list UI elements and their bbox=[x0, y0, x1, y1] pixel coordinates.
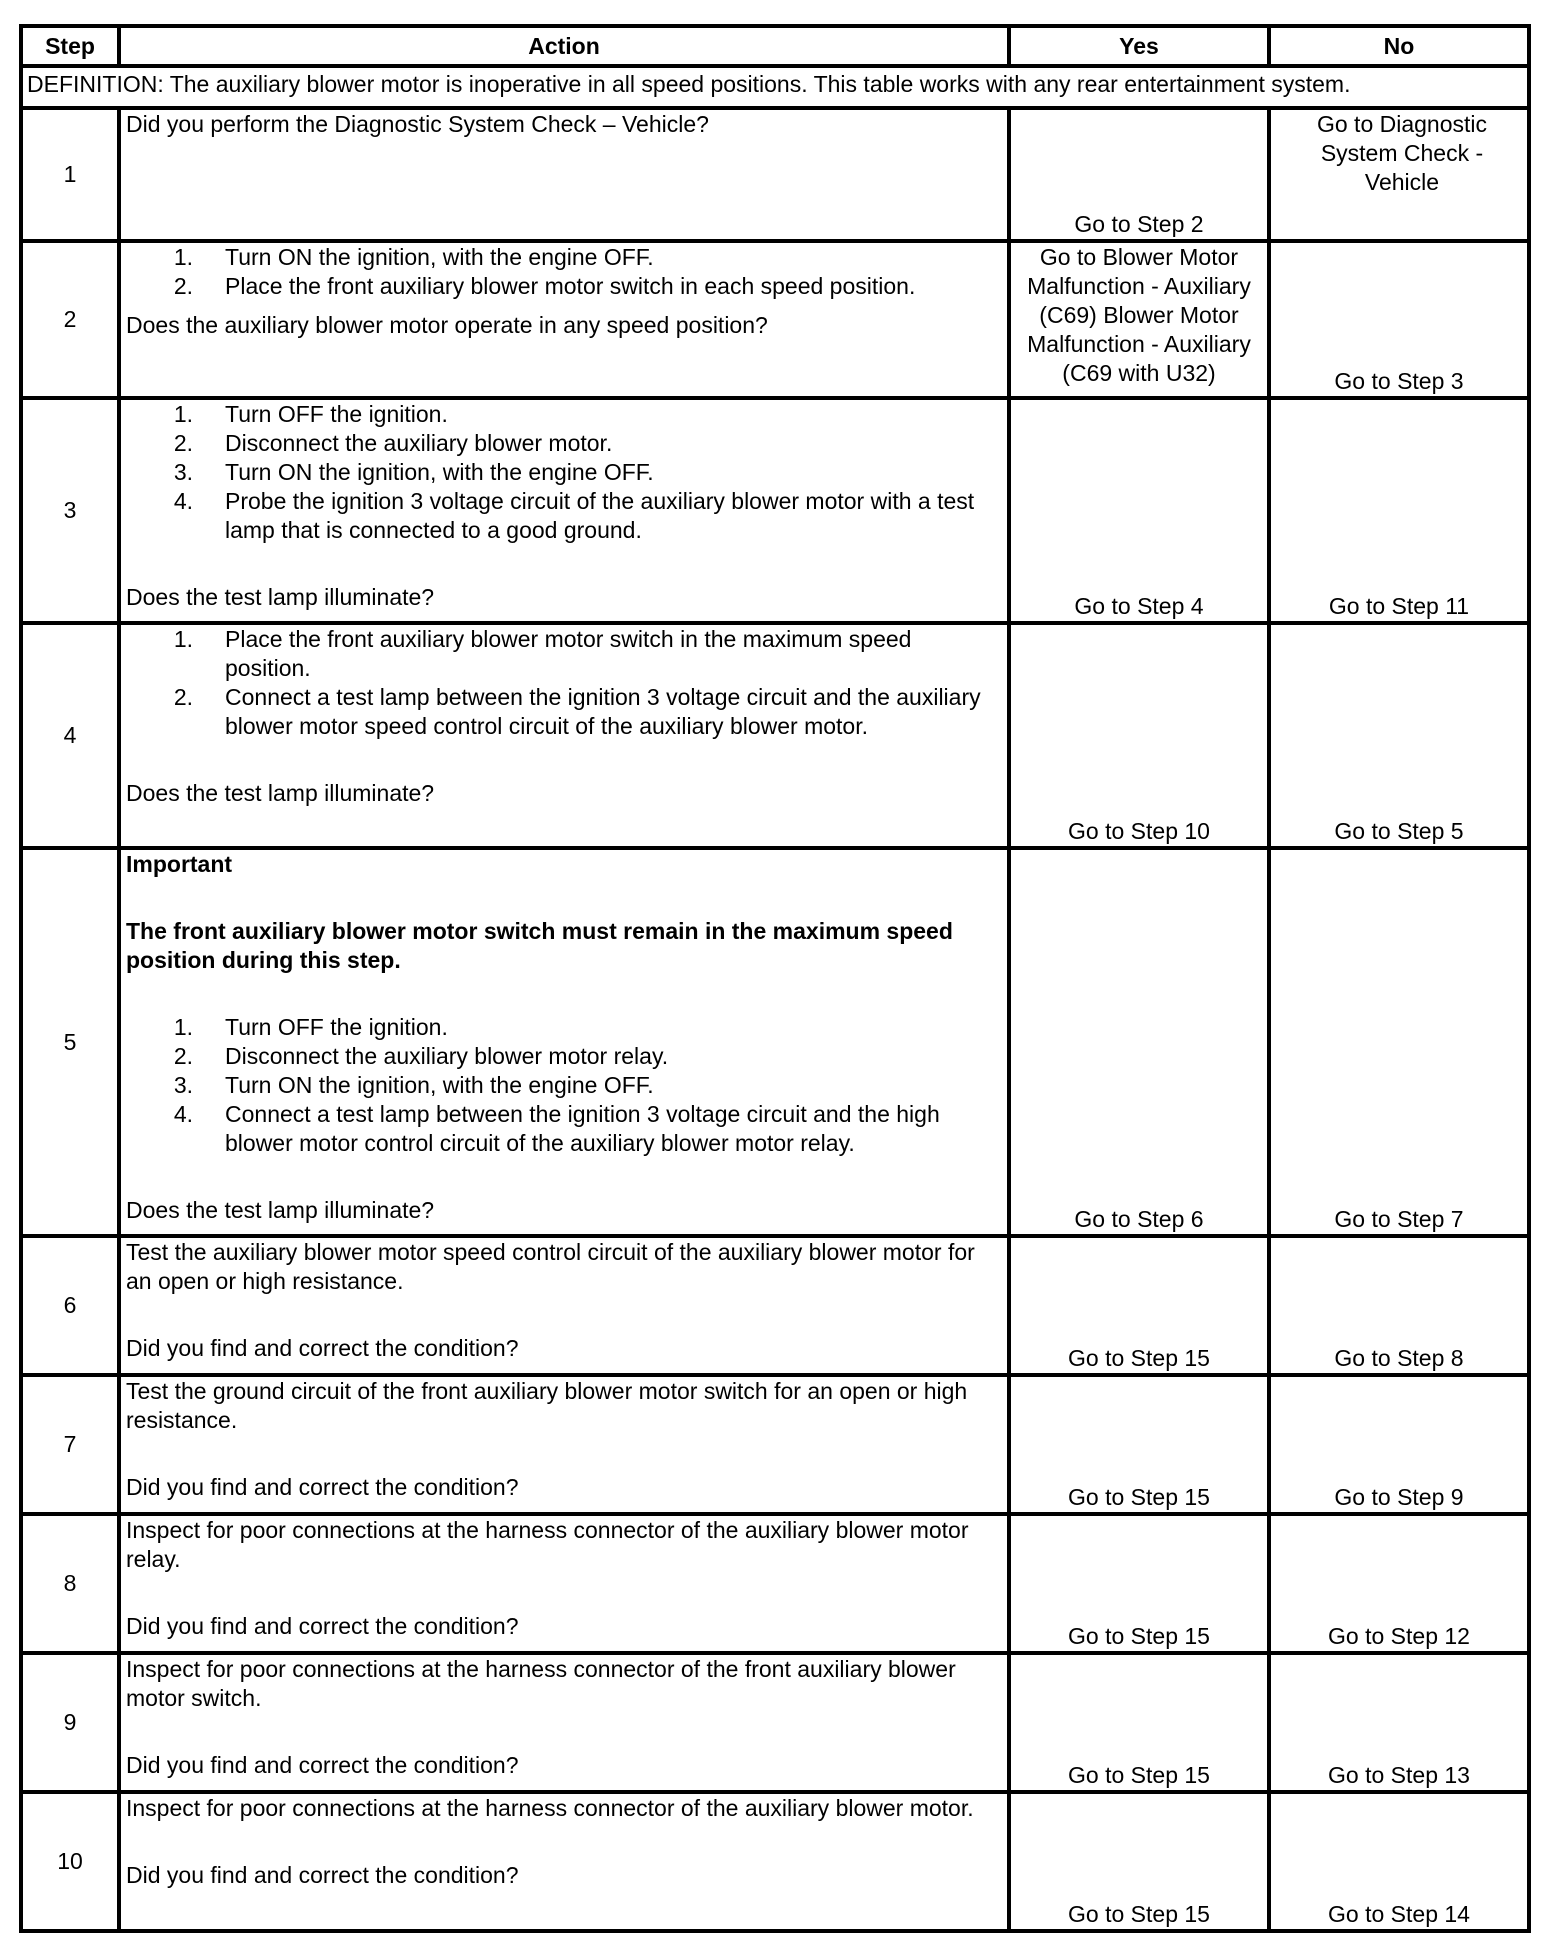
action-cell bbox=[119, 398, 1009, 623]
yes-link[interactable]: Go to Step 2 bbox=[1074, 211, 1204, 237]
action-cell bbox=[119, 108, 1009, 241]
action-cell bbox=[119, 848, 1009, 1236]
yes-link[interactable]: Go to Step 15 bbox=[1068, 1484, 1210, 1510]
action-cell bbox=[119, 1792, 1009, 1931]
action-question: Does the auxiliary blower motor operate in any speed position? bbox=[126, 312, 768, 338]
header-step: Step bbox=[21, 26, 119, 66]
no-cell bbox=[1269, 623, 1529, 848]
no-cell bbox=[1269, 108, 1529, 241]
list-item: 3. Turn ON the ignition, with the engine OFF. bbox=[173, 459, 654, 485]
no-link[interactable]: Go to Step 8 bbox=[1334, 1345, 1464, 1371]
list-item: 2. Connect a test lamp between the ignition 3 voltage circuit and the auxiliary blower motor speed control circuit of the auxiliary blower motor. bbox=[173, 684, 981, 739]
yes-link[interactable]: Go to Step 15 bbox=[1068, 1345, 1210, 1371]
yes-link[interactable]: Go to Step 6 bbox=[1074, 1206, 1204, 1232]
list-item: 1. Turn ON the ignition, with the engine OFF. bbox=[173, 244, 654, 270]
action-question: Did you find and correct the condition? bbox=[126, 1613, 519, 1639]
no-link[interactable]: Go to Diagnostic System Check - Vehicle bbox=[1316, 111, 1488, 195]
list-item: 2. Disconnect the auxiliary blower motor. bbox=[173, 430, 613, 456]
action-cell bbox=[119, 623, 1009, 848]
table-row bbox=[21, 108, 1529, 241]
table-row bbox=[21, 1514, 1529, 1653]
yes-cell bbox=[1009, 241, 1269, 398]
step-number: 10 bbox=[21, 1792, 119, 1931]
table-row bbox=[21, 241, 1529, 398]
no-cell bbox=[1269, 1514, 1529, 1653]
no-cell bbox=[1269, 1236, 1529, 1375]
yes-cell bbox=[1009, 1236, 1269, 1375]
table-row bbox=[21, 1653, 1529, 1792]
yes-cell bbox=[1009, 108, 1269, 241]
no-cell bbox=[1269, 241, 1529, 398]
no-link[interactable]: Go to Step 13 bbox=[1328, 1762, 1470, 1788]
yes-link[interactable]: Go to Step 15 bbox=[1068, 1762, 1210, 1788]
action-question: Did you perform the Diagnostic System Check – Vehicle? bbox=[126, 111, 709, 137]
yes-cell bbox=[1009, 1514, 1269, 1653]
action-question: Did you find and correct the condition? bbox=[126, 1862, 519, 1888]
action-list bbox=[126, 243, 1002, 301]
important-title: Important bbox=[126, 851, 233, 877]
no-link[interactable]: Go to Step 14 bbox=[1328, 1901, 1470, 1927]
table-row bbox=[21, 1375, 1529, 1514]
yes-cell bbox=[1009, 1375, 1269, 1514]
action-question: Does the test lamp illuminate? bbox=[126, 1197, 435, 1223]
yes-link[interactable]: Go to Step 10 bbox=[1068, 818, 1210, 844]
step-number: 8 bbox=[21, 1514, 119, 1653]
table-row bbox=[21, 1792, 1529, 1931]
action-cell bbox=[119, 1375, 1009, 1514]
no-cell bbox=[1269, 398, 1529, 623]
step-number: 4 bbox=[21, 623, 119, 848]
list-item: 1. Turn OFF the ignition. bbox=[173, 1014, 448, 1040]
header-action: Action bbox=[119, 26, 1009, 66]
step-number: 1 bbox=[21, 108, 119, 241]
yes-cell bbox=[1009, 848, 1269, 1236]
no-link[interactable]: Go to Step 9 bbox=[1334, 1484, 1464, 1510]
action-text: Test the auxiliary blower motor speed control circuit of the auxiliary blower motor for an open or high resistance. bbox=[126, 1239, 975, 1294]
action-question: Did you find and correct the condition? bbox=[126, 1474, 519, 1500]
no-cell bbox=[1269, 1792, 1529, 1931]
yes-link[interactable]: Go to Step 15 bbox=[1068, 1623, 1210, 1649]
list-item: 2. Place the front auxiliary blower motor switch in each speed position. bbox=[173, 273, 916, 299]
yes-cell bbox=[1009, 1792, 1269, 1931]
action-cell bbox=[119, 241, 1009, 398]
step-number: 9 bbox=[21, 1653, 119, 1792]
action-text: Inspect for poor connections at the harness connector of the front auxiliary blower motor switch. bbox=[126, 1656, 956, 1711]
action-cell bbox=[119, 1236, 1009, 1375]
list-item: 4. Connect a test lamp between the ignition 3 voltage circuit and the high blower motor control circuit of the auxiliary blower motor relay. bbox=[173, 1101, 940, 1156]
action-question: Did you find and correct the condition? bbox=[126, 1752, 519, 1778]
definition-row bbox=[21, 66, 1529, 108]
no-link[interactable]: Go to Step 12 bbox=[1328, 1623, 1470, 1649]
yes-cell bbox=[1009, 623, 1269, 848]
header-yes: Yes bbox=[1009, 26, 1269, 66]
no-cell bbox=[1269, 848, 1529, 1236]
step-number: 3 bbox=[21, 398, 119, 623]
table-row bbox=[21, 848, 1529, 1236]
no-link[interactable]: Go to Step 7 bbox=[1334, 1206, 1464, 1232]
action-list bbox=[126, 625, 1002, 741]
list-item: 1. Place the front auxiliary blower motor switch in the maximum speed position. bbox=[173, 626, 912, 681]
yes-link[interactable]: Go to Step 4 bbox=[1074, 593, 1204, 619]
list-item: 3. Turn ON the ignition, with the engine OFF. bbox=[173, 1072, 654, 1098]
action-cell bbox=[119, 1514, 1009, 1653]
table-row bbox=[21, 1236, 1529, 1375]
action-list bbox=[126, 1013, 1002, 1158]
yes-link[interactable]: Go to Step 15 bbox=[1068, 1901, 1210, 1927]
action-question: Does the test lamp illuminate? bbox=[126, 780, 435, 806]
header-no: No bbox=[1269, 26, 1529, 66]
no-link[interactable]: Go to Step 3 bbox=[1334, 368, 1464, 394]
no-link[interactable]: Go to Step 5 bbox=[1334, 818, 1464, 844]
table-row bbox=[21, 398, 1529, 623]
list-item: 4. Probe the ignition 3 voltage circuit of the auxiliary blower motor with a test lamp that is connected to a good ground. bbox=[173, 488, 975, 543]
action-list bbox=[126, 400, 1002, 545]
action-question: Did you find and correct the condition? bbox=[126, 1335, 519, 1361]
important-body: The front auxiliary blower motor switch must remain in the maximum speed position during this step. bbox=[126, 918, 953, 973]
yes-link[interactable]: Go to Blower Motor Malfunction - Auxiliary (C69) Blower Motor Malfunction - Auxiliary (C69 with U32) bbox=[1027, 244, 1251, 386]
diagnostic-table bbox=[19, 24, 1531, 1933]
step-number: 2 bbox=[21, 241, 119, 398]
step-number: 7 bbox=[21, 1375, 119, 1514]
header-row bbox=[21, 26, 1529, 66]
step-number: 6 bbox=[21, 1236, 119, 1375]
no-cell bbox=[1269, 1653, 1529, 1792]
table-row bbox=[21, 623, 1529, 848]
yes-cell bbox=[1009, 398, 1269, 623]
no-link[interactable]: Go to Step 11 bbox=[1328, 593, 1470, 619]
action-text: Inspect for poor connections at the harness connector of the auxiliary blower motor relay. bbox=[126, 1517, 969, 1572]
list-item: 2. Disconnect the auxiliary blower motor relay. bbox=[173, 1043, 669, 1069]
list-item: 1. Turn OFF the ignition. bbox=[173, 401, 448, 427]
no-cell bbox=[1269, 1375, 1529, 1514]
definition-text: DEFINITION: The auxiliary blower motor is inoperative in all speed positions. This table works with any rear entertainment system. bbox=[21, 66, 1529, 108]
action-question: Does the test lamp illuminate? bbox=[126, 584, 435, 610]
step-number: 5 bbox=[21, 848, 119, 1236]
action-text: Test the ground circuit of the front auxiliary blower motor switch for an open or high resistance. bbox=[126, 1378, 968, 1433]
action-text: Inspect for poor connections at the harness connector of the auxiliary blower motor. bbox=[126, 1795, 974, 1821]
yes-cell bbox=[1009, 1653, 1269, 1792]
action-cell bbox=[119, 1653, 1009, 1792]
